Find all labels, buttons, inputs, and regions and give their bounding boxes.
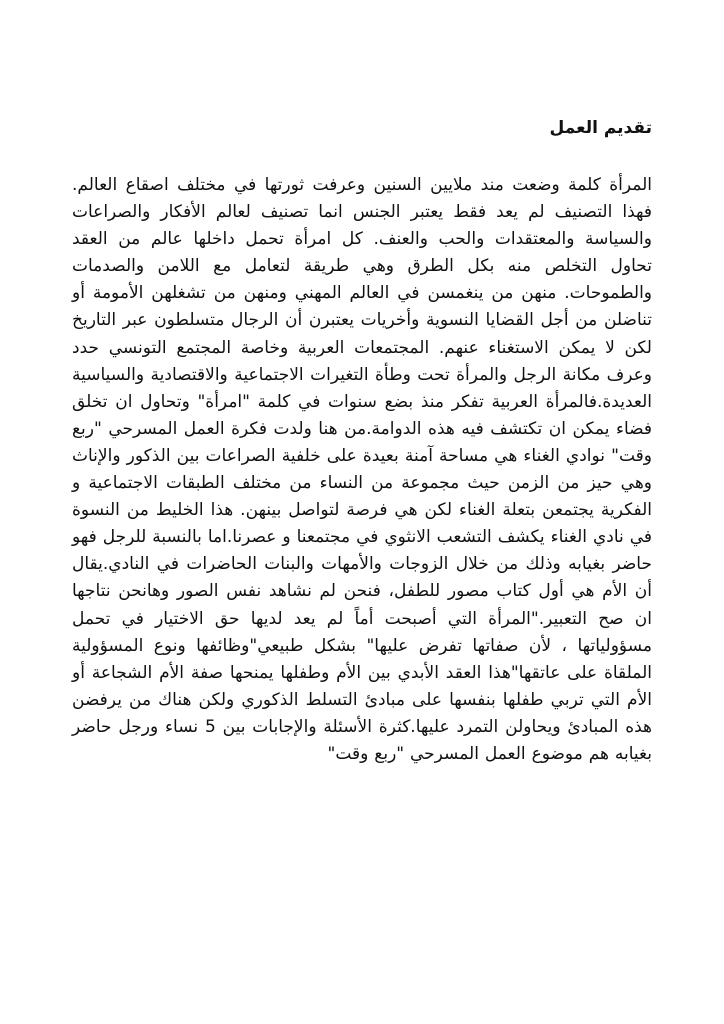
document-body-paragraph: المرأة كلمة وضعت مند ملايين السنين وعرفت ثورتها في مختلف اصقاع العالم. فهذا التصنيف لم يعد فقط يعتبر الجنس انما تصنيف لعالم الأفكار والصراعات والسياسة والمعتقدات والحب والعنف. كل امرأة تحمل داخلها عالم من العقد تحاول التخلص منه بكل الطرق وهي طريقة لتعامل مع اللامن والصدمات والطموحات. منهن من ينغمسن في العالم المهني ومنهن من تشغلهن الأمومة أو تناضلن من أجل القضايا النسوية وأخريات يعتبرن أن الرجال متسلطون عبر التاريخ لكن لا يمكن الاستغناء عنهم. المجتمعات العربية وخاصة المجتمع التونسي حدد وعرف مكانة الرجل والمرأة تحت وطأة التغيرات الاجتماعية والاقتصادية والسياسية العديدة.فالمرأة العربية تفكر منذ بضع سنوات في كلمة "امرأة" وتحاول ان تخلق فضاء يمكن ان تكتشف فيه هذه الدوامة.من هنا ولدت فكرة العمل المسرحي "ربع وقت" نوادي الغناء هي مساحة آمنة بعيدة على خلفية الصراعات بين الذكور والإناث وهي حيز من الزمن حيث مجموعة من النساء من مختلف الطبقات الاجتماعية و الفكرية يجتمعن بتعلة الغناء لكن هي فرصة لتواصل بينهن. هذا الخليط من النسوة في نادي الغناء يكشف التشعب الانثوي في مجتمعنا و عصرنا.اما بالنسبة للرجل فهو حاضر بغيابه وذلك من خلال الزوجات والأمهات والبنات الحاضرات في النادي.يقال أن الأم هي أول كتاب مصور للطفل، فنحن لم نشاهد نفس الصور وهانحن نتاجها ان صح التعبير."المرأة التي أصبحت أماً لم يعد لديها حق الاختيار في تحمل مسؤولياتها ، لأن صفاتها تفرض عليها" بشكل طبيعي"وظائفها ونوع المسؤولية الملقاة على عاتقها"هذا العقد الأبدي بين الأم وطفلها يمنحها صفة الأم الشجاعة أو الأم التي تربي طفلها بنفسها على مبادئ التسلط الذكوري ولكن هناك من يرفضن هذه المبادئ ويحاولن التمرد عليها.كثرة الأسئلة والإجابات بين 5 نساء ورجل حاضر بغيابه هم موضوع العمل المسرحي "ربع وقت": [72, 175, 652, 764]
document-title: تقديم العمل: [549, 118, 652, 138]
document-content: [72, 108, 652, 768]
